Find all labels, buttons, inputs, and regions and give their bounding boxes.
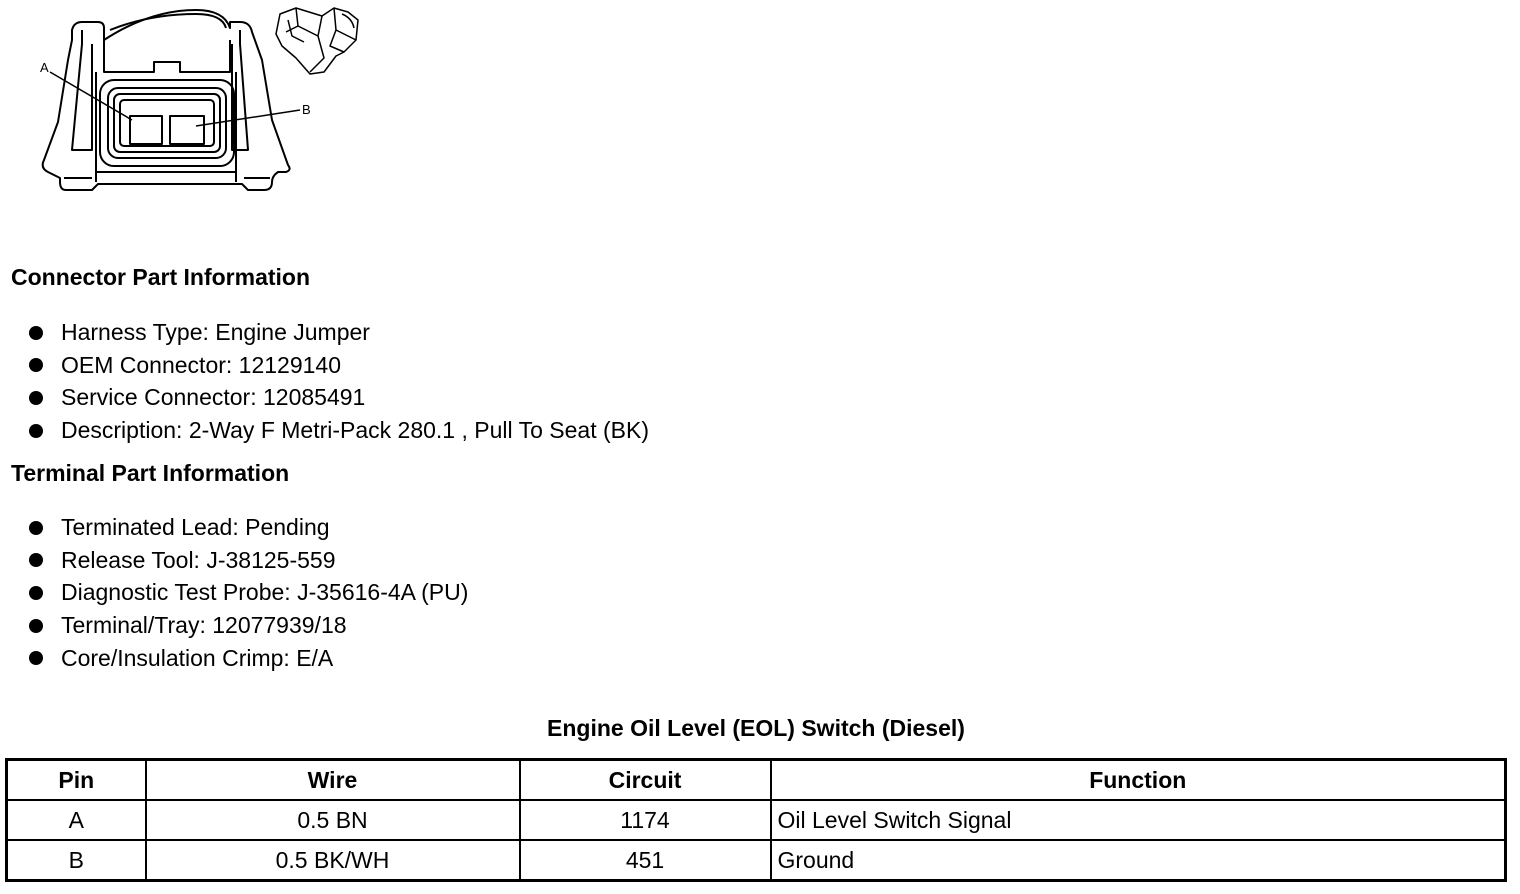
cell-pin: B — [7, 840, 146, 881]
pin-cavity-b — [170, 116, 204, 144]
column-header-circuit: Circuit — [520, 760, 771, 801]
connector-part-info-heading: Connector Part Information — [11, 264, 311, 290]
column-header-function: Function — [771, 760, 1506, 801]
cell-function: Oil Level Switch Signal — [771, 800, 1506, 840]
list-item: Terminal/Tray: 12077939/18 — [0, 609, 468, 642]
pin-a-callout: A — [40, 60, 49, 75]
cell-wire: 0.5 BK/WH — [146, 840, 520, 881]
list-item: Description: 2-Way F Metri-Pack 280.1 , Pull To Seat (BK) — [0, 414, 649, 447]
bullet-icon — [29, 586, 43, 600]
list-item: Diagnostic Test Probe: J-35616-4A (PU) — [0, 576, 468, 609]
pin-table-title: Engine Oil Level (EOL) Switch (Diesel) — [547, 715, 965, 741]
list-item: Core/Insulation Crimp: E/A — [0, 642, 468, 675]
column-header-pin: Pin — [7, 760, 146, 801]
terminal-part-info-list — [0, 511, 468, 674]
bullet-icon — [29, 326, 43, 340]
connector-diagram — [0, 0, 370, 205]
bullet-icon — [29, 424, 43, 438]
cell-circuit: 1174 — [520, 800, 771, 840]
pin-table — [5, 758, 1507, 882]
pin-b-callout: B — [302, 102, 311, 117]
table-row — [7, 840, 1506, 881]
table-header-row — [7, 760, 1506, 801]
connector-isometric-icon — [276, 8, 358, 74]
list-item: Service Connector: 12085491 — [0, 381, 649, 414]
bullet-icon — [29, 651, 43, 665]
bullet-icon — [29, 553, 43, 567]
column-header-wire: Wire — [146, 760, 520, 801]
bullet-icon — [29, 358, 43, 372]
pin-b-leader-line — [196, 110, 300, 126]
list-item: OEM Connector: 12129140 — [0, 349, 649, 382]
cavity-frame-inner — [108, 88, 226, 158]
cell-wire: 0.5 BN — [146, 800, 520, 840]
connector-part-info-list — [0, 316, 649, 447]
cell-function: Ground — [771, 840, 1506, 881]
bullet-icon — [29, 391, 43, 405]
table-row — [7, 800, 1506, 840]
list-item: Terminated Lead: Pending — [0, 511, 468, 544]
terminal-part-info-heading: Terminal Part Information — [11, 460, 290, 486]
bullet-icon — [29, 619, 43, 633]
bullet-icon — [29, 521, 43, 535]
list-item: Harness Type: Engine Jumper — [0, 316, 649, 349]
list-item: Release Tool: J-38125-559 — [0, 544, 468, 577]
cell-circuit: 451 — [520, 840, 771, 881]
cell-pin: A — [7, 800, 146, 840]
pin-cavity-a — [130, 116, 162, 144]
